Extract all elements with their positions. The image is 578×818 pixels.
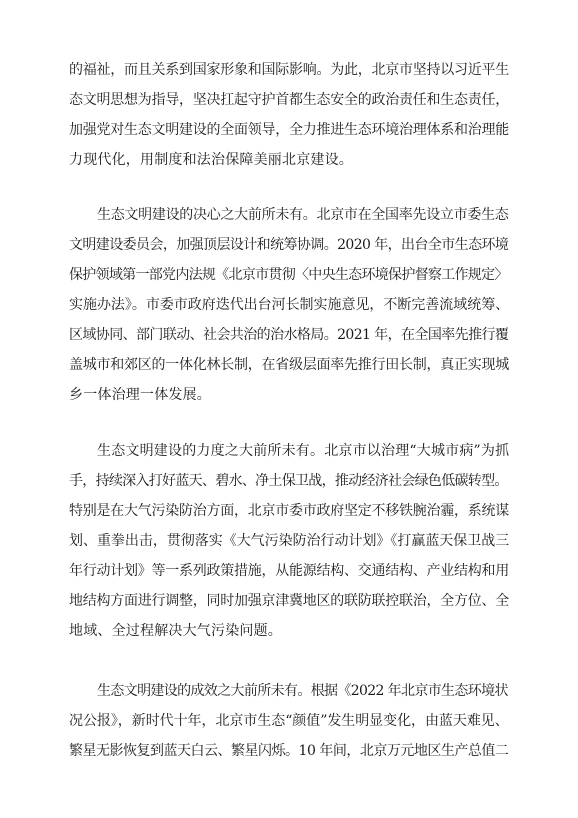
text-line: 区域协同、部门联动、社会共治的治水格局。2021 年，在全国率先推行覆 — [69, 327, 509, 343]
text-line: 盖城市和郊区的一体化林长制，在省级层面率先推行田长制，真正实现城 — [69, 357, 509, 373]
text-line: 地结构方面进行调整，同时加强京津冀地区的联防联控联治，全方位、全 — [69, 593, 509, 609]
text-line: 生态文明建设的决心之大前所未有。北京市在全国率先设立市委生态 — [97, 207, 509, 223]
text-line: 保护领域第一部党内法规《北京市贯彻〈中央生态环境保护督察工作规定〉 — [69, 267, 508, 283]
text-line: 的福祉，而且关系到国家形象和国际影响。为此，北京市坚持以习近平生 — [69, 62, 509, 78]
text-line: 地域、全过程解决大气污染问题。 — [69, 623, 282, 639]
text-line: 力现代化，用制度和法治保障美丽北京建设。 — [69, 152, 353, 168]
text-line: 文明建设委员会，加强顶层设计和统筹协调。2020 年，出台全市生态环境 — [69, 237, 509, 253]
text-line: 加强党对生态文明建设的全面领导，全力推进生态环境治理体系和治理能 — [69, 122, 509, 138]
text-line: 况公报》，新时代十年，北京市生态“颜值”发生明显变化，由蓝天难见、 — [69, 713, 509, 729]
text-line: 特别是在大气污染防治方面，北京市委市政府坚定不移铁腕治霾，系统谋 — [69, 503, 509, 519]
text-line: 手，持续深入打好蓝天、碧水、净土保卫战，推动经济社会绿色低碳转型。 — [69, 473, 508, 489]
text-line: 态文明思想为指导，坚决扛起守护首都生态安全的政治责任和生态责任， — [69, 92, 509, 108]
text-line: 实施办法》。市委市政府迭代出台河长制实施意见，不断完善流域统筹、 — [69, 297, 510, 313]
text-line: 繁星无影恢复到蓝天白云、繁星闪烁。10 年间，北京万元地区生产总值二 — [69, 743, 509, 759]
text-line: 年行动计划》等一系列政策措施，从能源结构、交通结构、产业结构和用 — [69, 563, 509, 579]
text-line: 生态文明建设的成效之大前所未有。根据《2022 年北京市生态环境状 — [97, 683, 508, 699]
text-line: 生态文明建设的力度之大前所未有。北京市以治理“大城市病”为抓 — [97, 443, 510, 459]
text-line: 乡一体治理一体发展。 — [69, 387, 211, 403]
text-line: 划、重拳出击，贯彻落实《大气污染防治行动计划》《打赢蓝天保卫战三 — [69, 533, 510, 549]
